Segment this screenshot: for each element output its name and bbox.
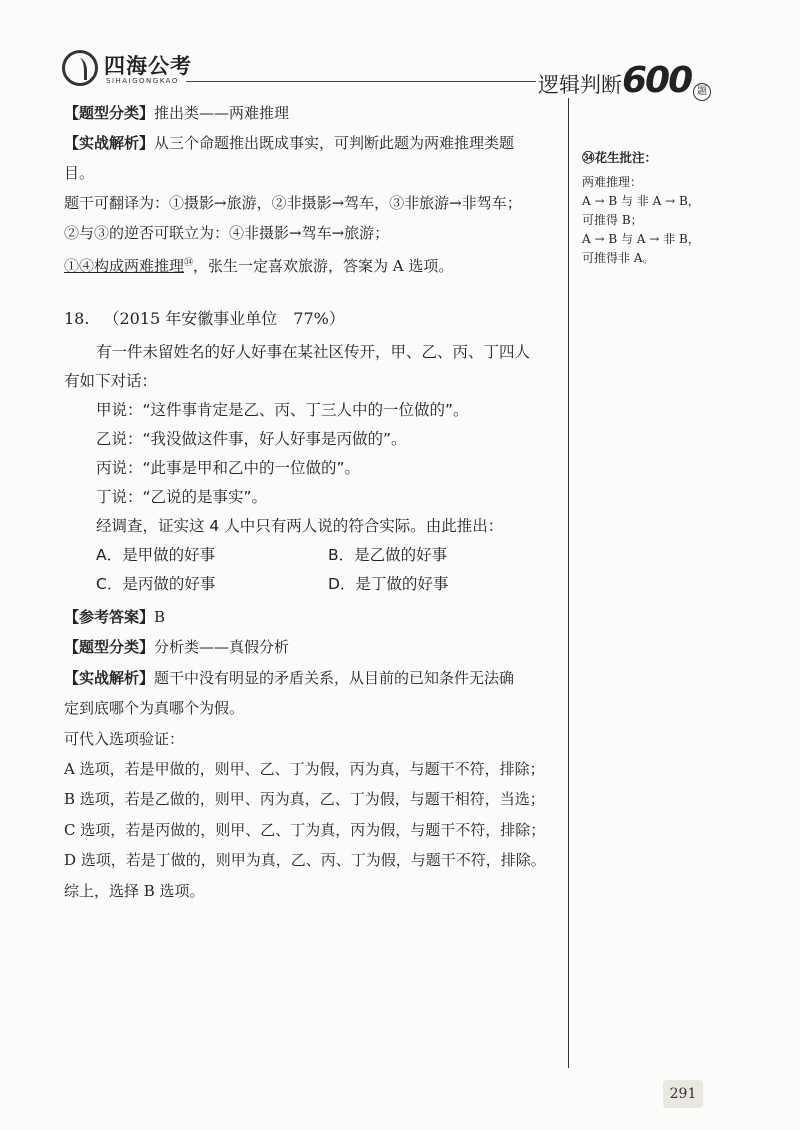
answer-analysis-line: 【实战解析】题干中没有明显的矛盾关系，从目前的已知条件无法确 bbox=[64, 668, 515, 687]
margin-note-line: A → B 与 非 A → B， bbox=[582, 194, 700, 208]
verify-intro: 可代入选项验证： bbox=[64, 729, 185, 748]
answer-options bbox=[64, 541, 564, 599]
book-title bbox=[538, 60, 711, 101]
prev-conclusion-line: ①④构成两难推理$^㉞$，张生一定喜欢旅游，答案为 A 选项。 bbox=[64, 257, 454, 275]
margin-note-line: A → B 与 A → 非 B， bbox=[582, 232, 700, 246]
statement-ding: 丁说：“乙说的是事实”。 bbox=[96, 488, 268, 506]
question-conclusion: 经调查，证实这 4 人中只有两人说的符合实际。由此推出： bbox=[96, 517, 504, 535]
question-number: 18. bbox=[64, 309, 90, 328]
option-a: A．是甲做的好事 bbox=[96, 546, 216, 564]
final-conclusion: 综上，选择 B 选项。 bbox=[64, 881, 205, 900]
option-d: D．是丁做的好事 bbox=[328, 575, 449, 593]
statement-jia: 甲说：“这件事肯定是乙、丙、丁三人中的一位做的”。 bbox=[96, 401, 469, 419]
verify-option-a: A 选项，若是甲做的，则甲、乙、丁为假，丙为真，与题干不符，排除； bbox=[64, 760, 545, 779]
logo-mark-icon bbox=[62, 50, 98, 86]
prev-contrapositive-line: ②与③的逆否可联立为：④非摄影→驾车→旅游； bbox=[64, 224, 390, 242]
previous-solution bbox=[64, 98, 560, 281]
statement-yi: 乙说：“我没做这件事，好人好事是丙做的”。 bbox=[96, 430, 407, 448]
verify-option-d: D 选项，若是丁做的，则甲为真，乙、丙、丁为假，与题干不符，排除。 bbox=[64, 851, 546, 870]
question-body bbox=[64, 338, 564, 599]
question-stem: 有一件未留姓名的好人好事在某社区传开，甲、乙、丙、丁四人 bbox=[96, 343, 531, 361]
dilemma-underlined-text: ①④构成两难推理 bbox=[64, 257, 185, 275]
option-b: B．是乙做的好事 bbox=[328, 546, 448, 564]
logo-chinese-text: 四海公考 bbox=[104, 54, 192, 78]
question-stem-2: 有如下对话： bbox=[64, 372, 158, 390]
prev-analysis-line-2: 目。 bbox=[64, 164, 95, 182]
page-header bbox=[0, 0, 800, 100]
option-c: C．是丙做的好事 bbox=[96, 575, 216, 593]
prev-type-line: 【题型分类】推出类——两难推理 bbox=[64, 104, 290, 122]
answer-analysis-line-2: 定到底哪个为真哪个为假。 bbox=[64, 699, 245, 718]
verify-option-c: C 选项，若是丙做的，则甲、乙、丁为真，丙为假，与题干不符，排除； bbox=[64, 820, 546, 839]
margin-note-title: ㉞花生批注： bbox=[582, 150, 658, 165]
answer-analysis bbox=[64, 602, 564, 906]
answer-type: 【题型分类】分析类——真假分析 bbox=[64, 638, 290, 657]
footnote-marker: ㉞ bbox=[184, 258, 194, 268]
verify-option-b: B 选项，若是乙做的，则甲、丙为真，乙、丁为假，与题干相符，当选； bbox=[64, 790, 545, 809]
margin-note-line: 可推得非 A。 bbox=[582, 251, 655, 265]
book-title-number: 600 bbox=[622, 60, 692, 101]
page-number: 291 bbox=[663, 1080, 703, 1108]
margin-note-line: 两难推理： bbox=[582, 175, 643, 189]
reference-answer: 【参考答案】B bbox=[64, 608, 166, 626]
logo-english-text: SIHAIGONGKAO bbox=[106, 77, 179, 85]
book-title-suffix: 题 bbox=[693, 83, 711, 101]
book-title-text: 逻辑判断 bbox=[538, 73, 622, 97]
margin-divider bbox=[568, 98, 569, 1068]
question-source: （2015 年安徽事业单位 77%） bbox=[103, 309, 345, 328]
publisher-logo bbox=[62, 48, 212, 92]
question-heading bbox=[64, 306, 345, 329]
statement-bing: 丙说：“此事是甲和乙中的一位做的”。 bbox=[96, 459, 361, 477]
header-rule bbox=[186, 81, 536, 82]
prev-translation-line: 题干可翻译为：①摄影→旅游，②非摄影→驾车，③非旅游→非驾车； bbox=[64, 194, 522, 212]
margin-note-line: 可推得 B； bbox=[582, 213, 643, 227]
margin-note bbox=[582, 148, 732, 268]
prev-analysis-line: 【实战解析】从三个命题推出既成事实，可判断此题为两难推理类题 bbox=[64, 134, 515, 152]
